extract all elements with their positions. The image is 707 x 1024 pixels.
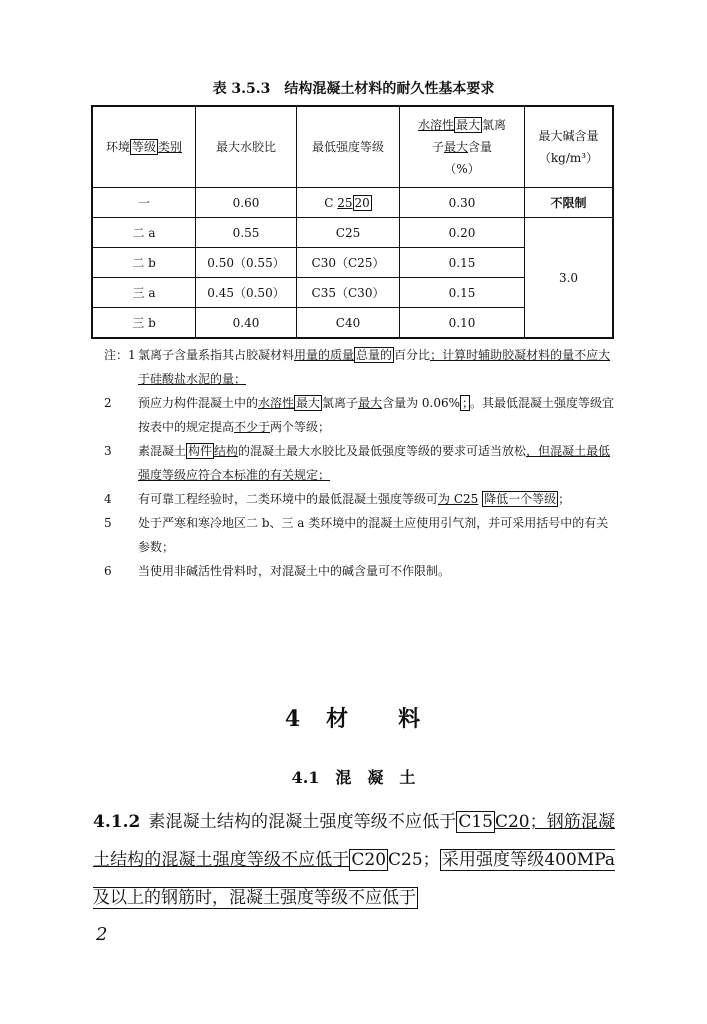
cell-cl: 0.10 [400,308,525,339]
note-2: 2 预应力构件混凝土中的水溶性 最大 氯离子最大含量为 0.06% ； 。其最低混凝土强度等级宜按表中的规定提高不少于两个等级； [104,396,615,434]
cell-alk-merged: 3.0 [525,218,614,339]
note-6: 6 当使用非碱活性骨料时，对混凝土中的碱含量可不作限制。 [104,564,451,578]
cell-env: 三 a [92,278,196,308]
cell-cl: 0.30 [400,188,525,218]
note-1: 注：1 氯离子含量系指其占胶凝材料用量的质量 总量的 百分比；计算时辅助胶凝材料的量不应大于硅酸盐水泥的量； [104,348,611,386]
section-title: 4.1 混 凝 土 [291,768,416,787]
table-header-row [92,106,613,188]
cell-grade: C25 [297,218,400,248]
cell-env: 三 b [92,308,196,339]
cell-cl: 0.20 [400,218,525,248]
cell-wc: 0.60 [196,188,297,218]
cell-grade: C 25 20 [297,188,400,218]
table-caption: 表 3.5.3 结构混凝土材料的耐久性基本要求 [212,81,495,97]
header-grade: 最低强度等级 [297,106,400,188]
cell-alk: 不限制 [525,188,614,218]
table-row [92,188,613,218]
cell-wc: 0.55 [196,218,297,248]
clause-4-1-2: 4.1.2 素混凝土结构的混凝土强度等级不应低于 C15 C20；钢筋混凝土结构的混凝土强度等级不应低于 C20 C25； 采用强度等级400MPa及以上的钢筋时，混凝土强度等级不应低于 [93,812,616,908]
note-3: 3 素混凝土 构件 结构的混凝土最大水胶比及最低强度等级的要求可适当放松，但混凝土最低强度等级应符合本标准的有关规定； [104,444,611,482]
cell-env: 二 b [92,248,196,278]
cell-wc: 0.50（0.55） [196,248,297,278]
cell-cl: 0.15 [400,278,525,308]
header-chloride: 水溶性 最大 氯离 子最大含量 （%） [400,106,525,188]
header-wc: 最大水胶比 [196,106,297,188]
note-5: 5 处于严寒和寒冷地区二 b、三 a 类环境中的混凝土应使用引气剂，并可采用括号中的有关参数； [104,516,609,554]
cell-wc: 0.40 [196,308,297,339]
header-env: 环境 等级 类别 [92,106,196,188]
table-row [92,218,613,248]
header-alkali: 最大碱含量 （kg/m³） [525,106,614,188]
cell-env: 一 [92,188,196,218]
cell-cl: 0.15 [400,248,525,278]
cell-wc: 0.45（0.50） [196,278,297,308]
cell-grade: C40 [297,308,400,339]
chapter-title: 4 材 料 [284,706,423,732]
cell-grade: C30（C25） [297,248,400,278]
durability-table [91,105,614,339]
table-notes [104,343,616,583]
cell-grade: C35（C30） [297,278,400,308]
note-4: 4 有可靠工程经验时，二类环境中的最低混凝土强度等级可为 C25 降低一个等级 ； [104,492,571,506]
page-number: 2 [96,924,108,945]
cell-env: 二 a [92,218,196,248]
